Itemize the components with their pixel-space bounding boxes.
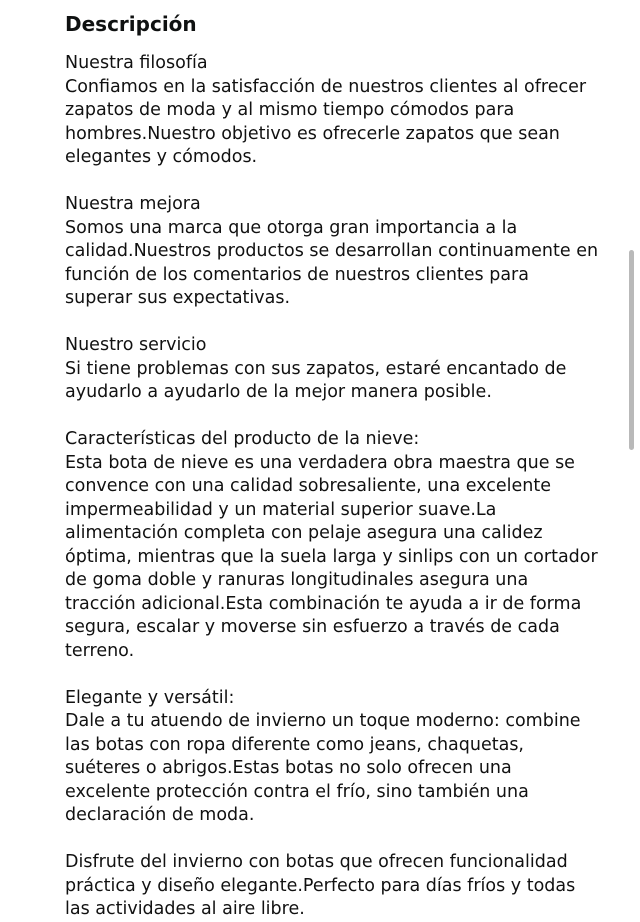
description-heading: Descripción xyxy=(65,12,197,36)
vertical-scrollbar[interactable] xyxy=(629,250,634,450)
section-body: Disfrute del invierno con botas que ofrecen funcionalidad práctica y diseño elegante.Perfecto para días fríos y todas las actividades al aire libre. xyxy=(65,852,576,919)
section-title: Elegante y versátil: xyxy=(65,687,235,708)
description-section-enjoy-winter xyxy=(65,851,600,922)
section-body: Somos una marca que otorga gran importancia a la calidad.Nuestros productos se desarrollan continuamente en función de los comentarios de nuestros clientes para superar sus expectativas. xyxy=(65,217,599,308)
description-content xyxy=(65,52,600,922)
section-body: Dale a tu atuendo de invierno un toque moderno: combine las botas con ropa diferente como jeans, chaquetas, suéteres o abrigos.Estas botas no solo ofrecen una excelente protección contra el frío, sino también una declaración de moda. xyxy=(65,711,581,825)
description-section-service xyxy=(65,334,600,405)
description-section-snow-features xyxy=(65,428,600,663)
section-body: Esta bota de nieve es una verdadera obra maestra que se convence con una calidad sobresaliente, una excelente impermeabilidad y un material superior suave.La alimentación completa con pelaje asegura una calidez óptima, mientras que la suela larga y sinlips con un cortador de goma doble y ranuras longitudinales asegura una tracción adicional.Esta combinación te ayuda a ir de forma segura, escalar y moverse sin esfuerzo a través de cada terreno. xyxy=(65,452,598,661)
section-title: Nuestra mejora xyxy=(65,194,201,214)
section-body: Confiamos en la satisfacción de nuestros clientes al ofrecer zapatos de moda y al mismo tiempo cómodos para hombres.Nuestro objetivo es ofrecerle zapatos que sean elegantes y cómodos. xyxy=(65,76,587,167)
description-section-philosophy xyxy=(65,52,600,170)
description-section-improvement xyxy=(65,193,600,311)
section-title: Nuestro servicio xyxy=(65,335,207,355)
section-title: Nuestra filosofía xyxy=(65,53,208,73)
description-section-elegant-versatile xyxy=(65,687,600,828)
section-title: Características del producto de la nieve: xyxy=(65,429,420,449)
section-body: Si tiene problemas con sus zapatos, estaré encantado de ayudarlo a ayudarlo de la mejor manera posible. xyxy=(65,358,567,402)
